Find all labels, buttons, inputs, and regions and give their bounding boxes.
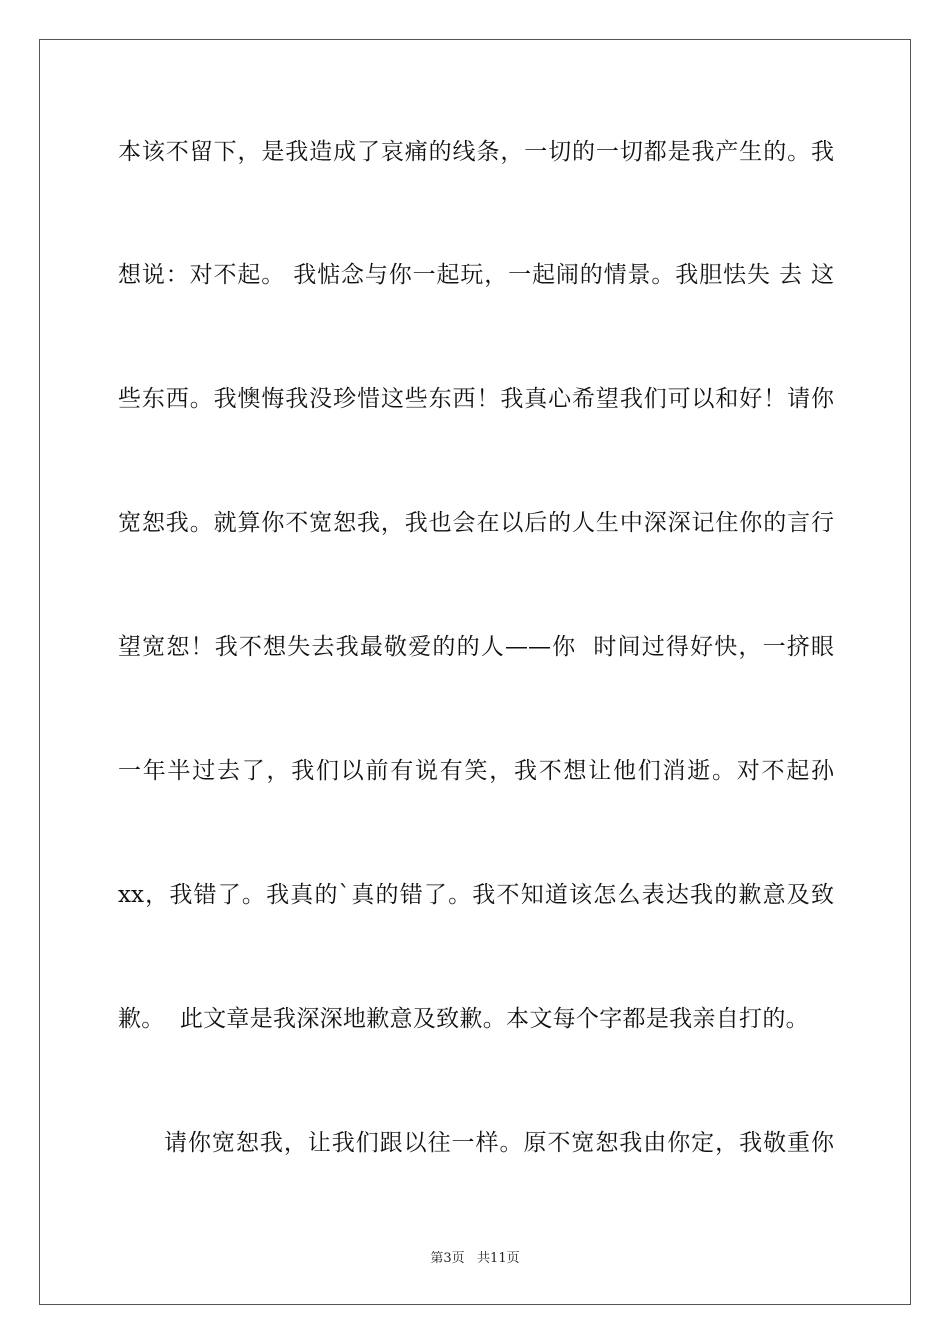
body-text-line-9: 请你宽恕我，让我们跟以往一样。原不宽恕我由你定，我敬重你 — [164, 1130, 834, 1156]
body-text-line-1: 本该不留下，是我造成了哀痛的线条，一切的一切都是我产生的。我 — [118, 139, 834, 165]
page-number-footer: 第3页 共11页 — [430, 1251, 520, 1266]
body-text-line-8: 歉。 此文章是我深深地歉意及致歉。本文每个字都是我亲自打的。 — [118, 1006, 809, 1032]
page-frame — [39, 39, 911, 1305]
body-text-line-3: 些东西。我懊悔我没珍惜这些东西！我真心希望我们可以和好！请你 — [118, 386, 834, 412]
body-text-line-4: 宽恕我。就算你不宽恕我，我也会在以后的人生中深深记住你的言行 — [118, 510, 834, 536]
body-text-line-2: 想说：对不起。 我惦念与你一起玩，一起闹的情景。我胆怯失 去 这 — [118, 262, 834, 288]
body-text-line-6: 一年半过去了，我们以前有说有笑，我不想让他们消逝。对不起孙 — [118, 758, 834, 784]
body-text-line-5: 望宽恕！我不想失去我最敬爱的的人——你 时间过得好快，一挤眼 — [118, 634, 834, 660]
body-text-line-7: xx，我错了。我真的`真的错了。我不知道该怎么表达我的歉意及致 — [118, 882, 834, 908]
